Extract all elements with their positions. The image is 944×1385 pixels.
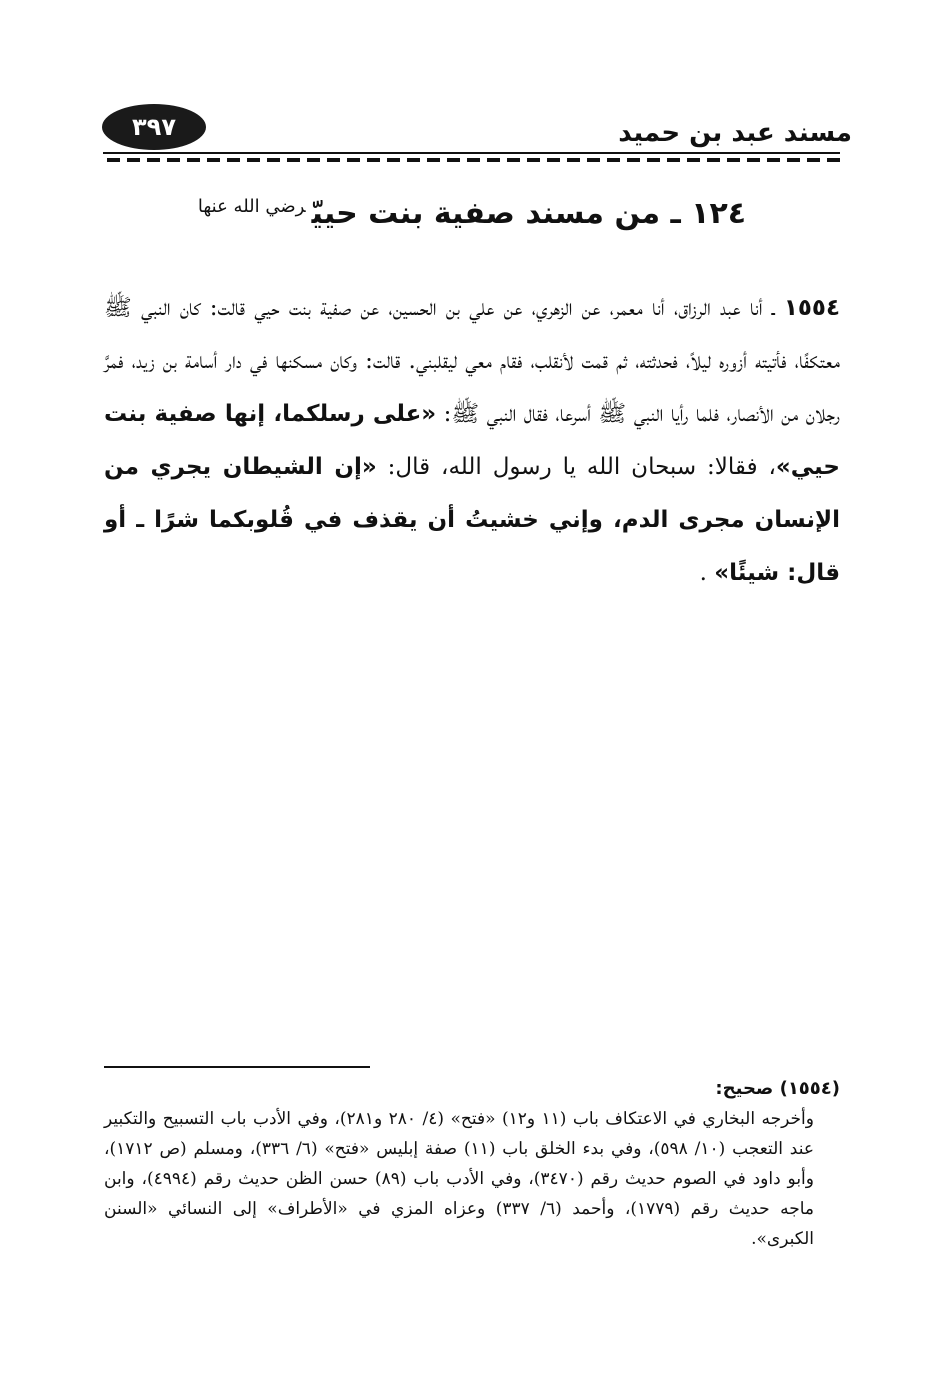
running-header-title: مسند عبد بن حميد: [618, 118, 852, 148]
hadith-quote-2: «إن الشيطان يجري من الإنسان مجرى الدم، وإني خشيتُ أن يقذف في قُلوبكما شرًا ـ أو قال: شيئًا»: [104, 454, 840, 586]
hadith-part-1: ـ أنا عبد الرزاق، أنا معمر، عن الزهري، عن علي بن الحسين، عن صفية بنت حيي قالت: كان النبي ﷺ معتكفًا، فأتيته أزوره ليلاً، فحدثته، ثم قمت لأنقلب، فقام معي ليقلبني. قالت: وكان مسكنها في دار أسامة بن زيد، فمرَّ رجلان من الأنصار، فلما رأيا النبي ﷺ أسرعا، فقال النبي ﷺ:: [104, 295, 840, 427]
hadith-quote-1: «على رسلكما، إنها صفية بنت حيي»: [104, 401, 840, 480]
footnote-rule: [104, 1066, 370, 1068]
hadith-text: [104, 282, 840, 600]
section-heading: [0, 196, 944, 231]
section-heading-text: ١٢٤ ـ من مسند صفية بنت حييّ: [311, 196, 747, 231]
hadith-end: .: [699, 560, 715, 586]
header-rule-dashed: [103, 158, 840, 162]
footnote: [104, 1074, 840, 1254]
hadith-number: ١٥٥٤: [783, 295, 840, 321]
footnote-heading: (١٥٥٤) صحيح:: [715, 1078, 840, 1099]
footnote-body: وأخرجه البخاري في الاعتكاف باب (١١ و١٢) «فتح» (٤/ ٢٨٠ و٢٨١)، وفي الأدب باب التسبيح والتكبير عند التعجب (١٠/ ٥٩٨)، وفي بدء الخلق باب (١١) صفة إبليس «فتح» (٦/ ٣٣٦)، ومسلم (ص ١٧١٢)، وأبو داود في الصوم حديث رقم (٣٤٧٠)، وفي الأدب باب (٨٩) حسن الظن حديث رقم (٤٩٩٤)، وابن ماجه حديث رقم (١٧٧٩)، وأحمد (٦/ ٣٣٧) وعزاه المزي في «الأطراف» إلى النسائي «السنن الكبرى».: [104, 1109, 814, 1249]
hadith-part-2: ، فقالا: سبحان الله يا رسول الله، قال:: [376, 454, 776, 480]
honorific-mark: رضي الله عنها: [197, 196, 306, 217]
header-rule-solid: [103, 152, 840, 154]
page-number-badge: ٣٩٧: [102, 104, 206, 150]
